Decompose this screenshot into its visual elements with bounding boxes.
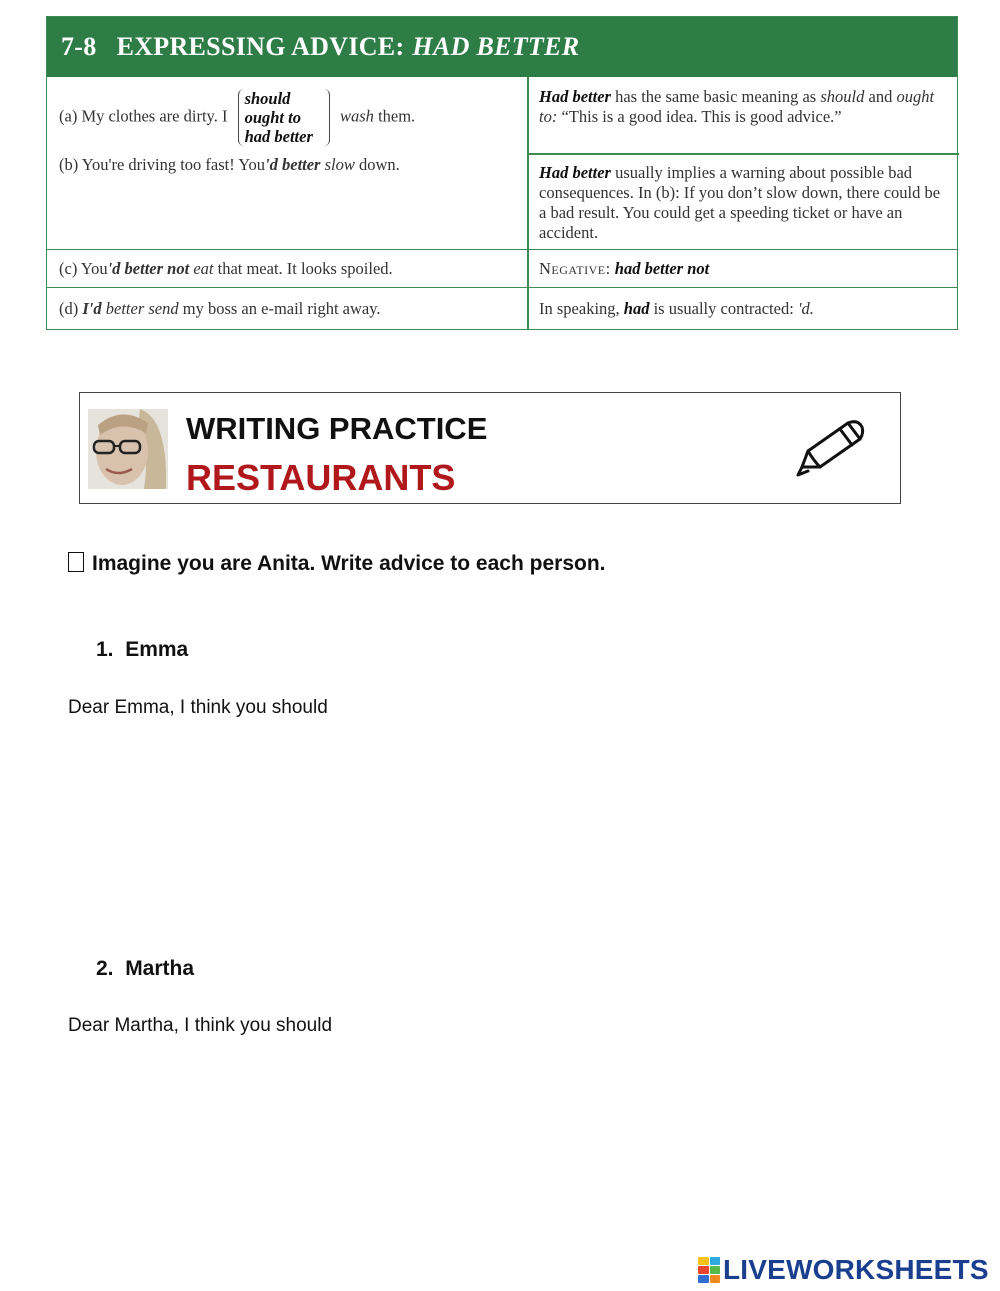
item-title-martha xyxy=(96,957,194,981)
grammar-header xyxy=(47,17,957,77)
option-should: should xyxy=(244,89,291,108)
note-d-italic: 'd. xyxy=(797,299,814,318)
item-name: Martha xyxy=(125,957,195,980)
row-c xyxy=(47,249,957,288)
note-1-italic-2: ought to: xyxy=(539,87,935,126)
example-a xyxy=(59,89,415,146)
note-c-label: Negative: xyxy=(539,259,611,278)
note-meaning xyxy=(539,87,949,127)
answer-input-emma[interactable] xyxy=(333,696,857,720)
example-d-bold: I'd xyxy=(82,299,102,318)
writing-practice-subtitle: RESTAURANTS xyxy=(186,457,456,498)
writing-practice-title: WRITING PRACTICE xyxy=(186,411,488,446)
grammar-body xyxy=(47,77,957,329)
note-d-text-2: is usually contracted: xyxy=(653,299,794,318)
answer-prompt: Dear Martha, I think you should xyxy=(68,1015,333,1036)
example-d xyxy=(59,299,381,319)
answer-prompt: Dear Emma, I think you should xyxy=(68,697,328,718)
example-a-verb: wash xyxy=(340,106,374,126)
example-a-prefix: (a) My clothes are dirty. I xyxy=(59,106,228,126)
anita-avatar xyxy=(88,409,168,489)
example-b xyxy=(59,155,400,175)
item-title-emma xyxy=(96,638,188,662)
liveworksheets-logo-icon xyxy=(698,1257,720,1283)
example-c-rest: that meat. It looks spoiled. xyxy=(217,259,393,278)
note-negative xyxy=(539,259,949,279)
grammar-chart xyxy=(46,16,958,330)
option-ought-to: ought to xyxy=(244,108,301,127)
note-1-text-1: has the same basic meaning as xyxy=(615,87,817,106)
liveworksheets-logo[interactable] xyxy=(698,1255,989,1285)
instruction xyxy=(68,552,606,576)
pencil-icon xyxy=(794,417,870,479)
example-b-verb: slow xyxy=(324,155,355,174)
anita-portrait-icon xyxy=(88,409,168,489)
example-b-prefix: (b) You're driving too fast! You xyxy=(59,155,266,174)
grammar-title-highlight: HAD BETTER xyxy=(412,32,580,61)
example-c-prefix: (c) You xyxy=(59,259,108,278)
note-1-bold: Had better xyxy=(539,87,611,106)
instruction-text: Imagine you are Anita. Write advice to each person. xyxy=(92,552,606,575)
item-number: 1. xyxy=(96,638,114,661)
example-c xyxy=(59,259,393,279)
example-a-rest: them. xyxy=(378,106,416,126)
note-1-text-2: and xyxy=(868,87,893,106)
note-warning xyxy=(539,163,949,243)
example-d-rest: my boss an e-mail right away. xyxy=(182,299,381,318)
example-d-prefix: (d) xyxy=(59,299,79,318)
answer-input-martha[interactable] xyxy=(337,1014,861,1038)
grammar-title: EXPRESSING ADVICE: xyxy=(116,32,405,61)
item-number: 2. xyxy=(96,957,114,980)
row-d xyxy=(47,287,957,332)
liveworksheets-brand: LIVEWORKSHEETS xyxy=(723,1254,989,1285)
answer-martha xyxy=(68,1014,861,1038)
option-had-better: had better xyxy=(244,127,313,146)
note-1-italic-1: should xyxy=(820,87,865,106)
note-d-text-1: In speaking, xyxy=(539,299,620,318)
example-b-bold: 'd better xyxy=(265,155,321,174)
example-d-verb: better send xyxy=(105,299,179,318)
example-c-verb: eat xyxy=(193,259,214,278)
checkbox-icon xyxy=(68,552,84,572)
answer-emma xyxy=(68,696,857,720)
grammar-number: 7-8 xyxy=(61,32,97,61)
note-contraction xyxy=(539,299,949,319)
note-c-bold: had better not xyxy=(614,259,710,278)
note-2-text: usually implies a warning about possible bad consequences. In (b): If you don’t slow down, there could be a bad result. You could get a speeding ticket or have an accident. xyxy=(539,163,941,242)
example-b-rest: down. xyxy=(359,155,400,174)
note-2-bold: Had better xyxy=(539,163,611,182)
item-name: Emma xyxy=(125,638,189,661)
example-c-bold: 'd better not xyxy=(107,259,190,278)
note-divider xyxy=(527,153,959,155)
note-d-bold: had xyxy=(623,299,650,318)
note-1-text-3: “This is a good idea. This is good advice.” xyxy=(561,107,842,126)
writing-practice-header xyxy=(79,392,901,504)
modal-options-brace xyxy=(238,89,330,146)
